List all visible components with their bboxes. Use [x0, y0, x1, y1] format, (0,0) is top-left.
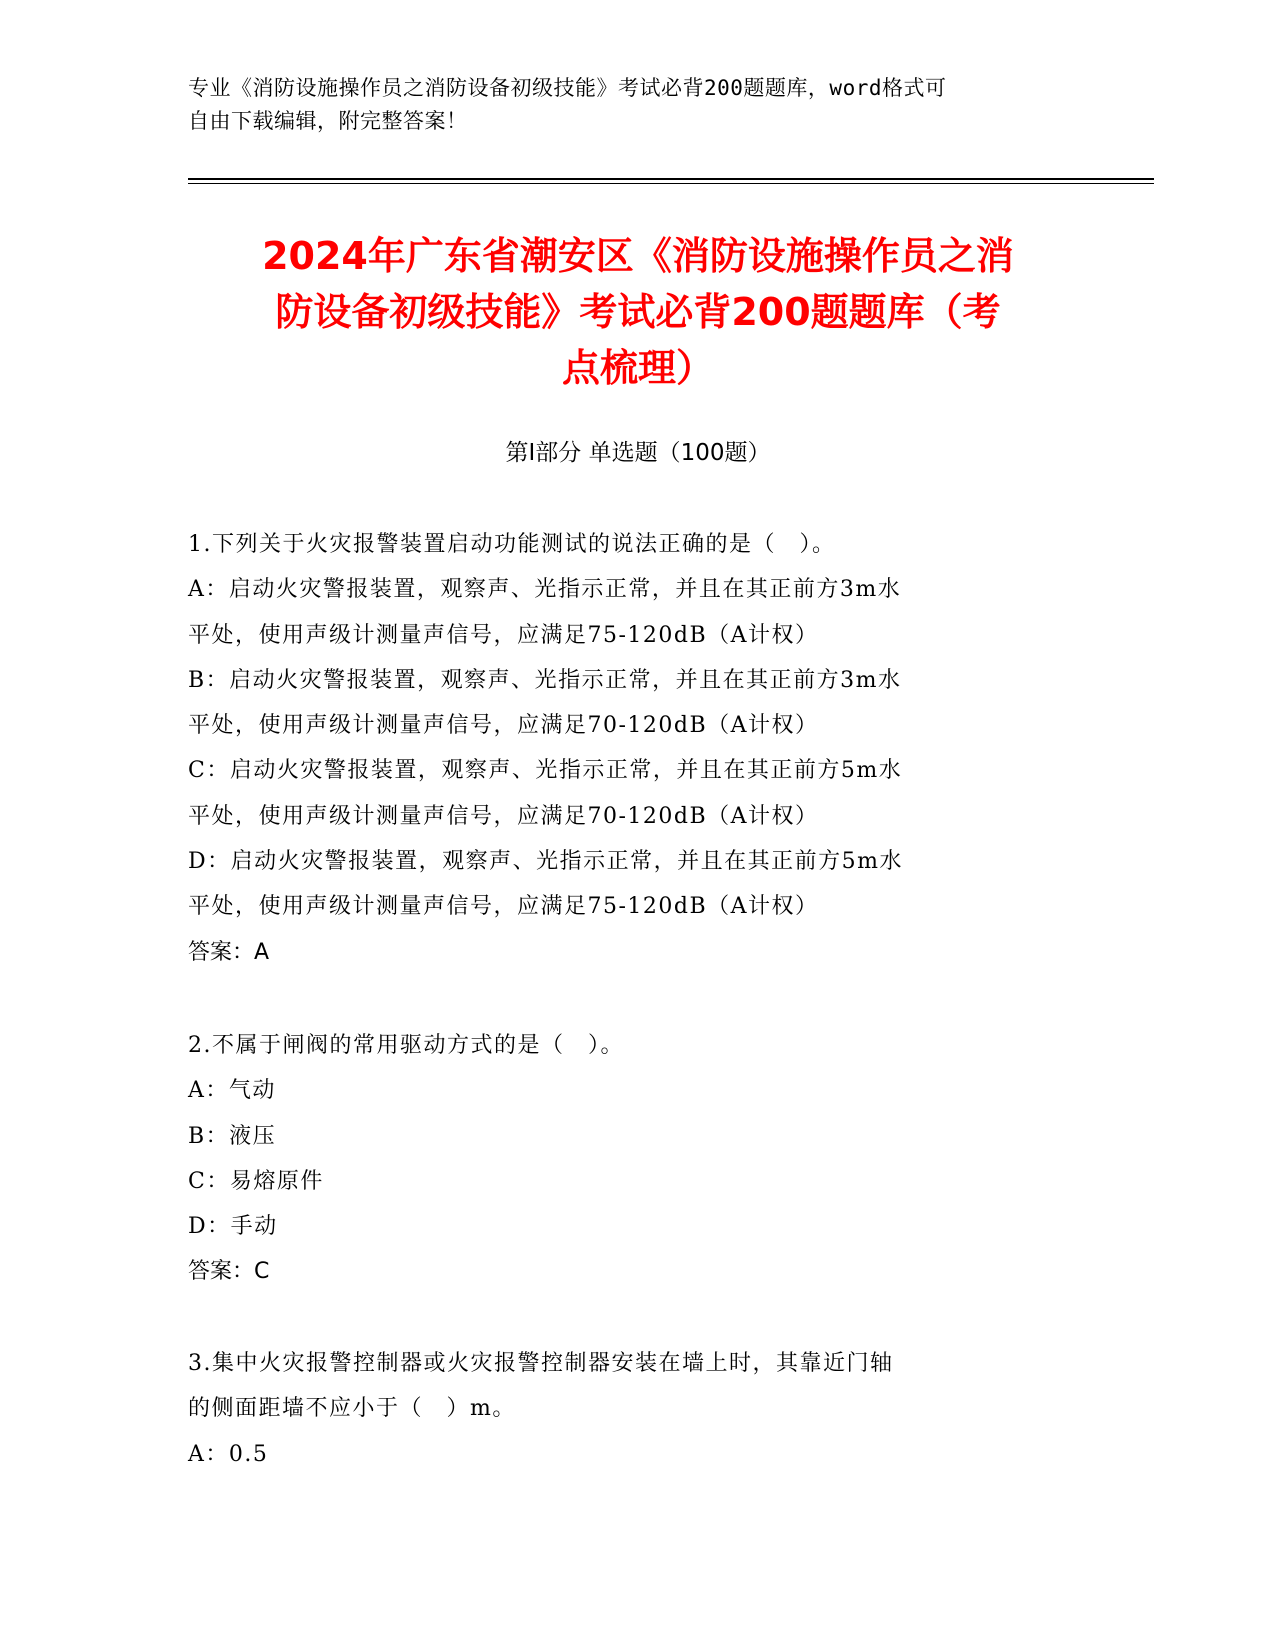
question-1	[188, 522, 1068, 975]
title-line: 防设备初级技能》考试必背200题题库（考	[275, 290, 1001, 334]
section-heading: 第Ⅰ部分 单选题（100题）	[505, 440, 771, 466]
option-a: A：启动火灾警报装置，观察声、光指示正常，并且在其正前方3m水	[188, 577, 902, 603]
question-stem-continued: 的侧面距墙不应小于（ ）m。	[188, 1396, 516, 1422]
question-stem: 1.下列关于火灾报警装置启动功能测试的说法正确的是（ ）。	[188, 532, 836, 557]
option-b: B：启动火灾警报装置，观察声、光指示正常，并且在其正前方3m水	[188, 667, 902, 693]
title-line: 点梳理）	[561, 346, 714, 390]
option-a-continued: 平处，使用声级计测量声信号，应满足75-120dB（A计权）	[188, 622, 819, 648]
option-d: D：启动火灾警报装置，观察声、光指示正常，并且在其正前方5m水	[188, 849, 903, 875]
option-d: D：手动	[188, 1214, 278, 1240]
option-a: A：0.5	[188, 1441, 269, 1467]
header-divider-thick	[188, 178, 1154, 180]
answer: 答案：C	[188, 1259, 270, 1285]
question-stem: 2.不属于闸阀的常用驱动方式的是（ ）。	[188, 1033, 624, 1058]
header-note-line: 专业《消防设施操作员之消防设备初级技能》考试必背200题题库，word格式可	[188, 76, 947, 100]
option-c: C：易熔原件	[188, 1168, 324, 1194]
option-a: A：气动	[188, 1078, 276, 1104]
option-b-continued: 平处，使用声级计测量声信号，应满足70-120dB（A计权）	[188, 713, 819, 739]
title-line: 2024年广东省潮安区《消防设施操作员之消	[262, 234, 1014, 278]
question-2	[188, 1023, 1068, 1295]
option-c-continued: 平处，使用声级计测量声信号，应满足70-120dB（A计权）	[188, 803, 819, 829]
header-note	[188, 72, 1088, 138]
question-stem: 3.集中火灾报警控制器或火灾报警控制器安装在墙上时，其靠近门轴	[188, 1351, 894, 1376]
answer: 答案：A	[188, 939, 270, 965]
header-divider-thin	[188, 183, 1154, 184]
document-title	[188, 228, 1088, 396]
question-3	[188, 1341, 1068, 1477]
header-note-line: 自由下载编辑，附完整答案！	[188, 109, 468, 133]
option-b: B：液压	[188, 1123, 277, 1149]
option-d-continued: 平处，使用声级计测量声信号，应满足75-120dB（A计权）	[188, 894, 819, 920]
option-c: C：启动火灾警报装置，观察声、光指示正常，并且在其正前方5m水	[188, 758, 903, 784]
